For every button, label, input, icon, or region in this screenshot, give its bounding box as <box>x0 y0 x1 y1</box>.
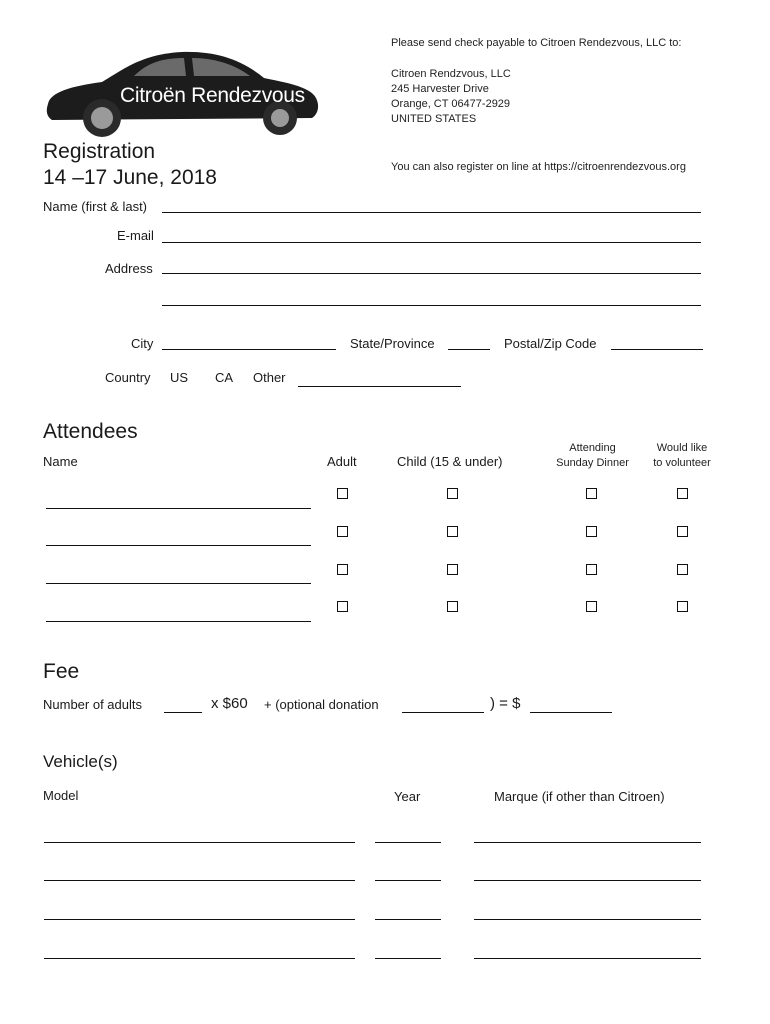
state-label: State/Province <box>350 336 435 351</box>
vehicle-marque-field[interactable] <box>474 958 701 959</box>
attendee-name-field[interactable] <box>46 508 311 509</box>
email-label: E-mail <box>117 228 154 243</box>
page-title: Registration <box>43 140 156 163</box>
vehicle-model-field[interactable] <box>44 842 355 843</box>
sunday-dinner-checkbox[interactable] <box>586 488 597 499</box>
mailing-address-line-4: UNITED STATES <box>391 113 477 125</box>
fee-heading: Fee <box>43 660 80 683</box>
country-option-ca[interactable]: CA <box>215 370 234 385</box>
vehicles-heading: Vehicle(s) <box>43 752 118 771</box>
vehicle-year-field[interactable] <box>375 958 441 959</box>
attendee-name-column: Name <box>43 454 78 469</box>
email-field[interactable] <box>162 242 701 243</box>
adult-checkbox[interactable] <box>337 601 348 612</box>
sunday-dinner-checkbox[interactable] <box>586 526 597 537</box>
number-of-adults-field[interactable] <box>164 712 202 713</box>
vehicle-year-field[interactable] <box>375 880 441 881</box>
vehicle-year-field[interactable] <box>375 919 441 920</box>
address-field-line-2[interactable] <box>162 305 701 306</box>
price-per-adult: x $60 <box>211 695 248 712</box>
mailing-address-line-3: Orange, CT 06477-2929 <box>391 98 511 110</box>
online-registration-note: You can also register on line at https://citroenrendezvous.org <box>391 161 686 173</box>
city-field[interactable] <box>162 349 336 350</box>
child-column: Child (15 & under) <box>397 454 503 469</box>
state-field[interactable] <box>448 349 490 350</box>
payment-note: Please send check payable to Citroen Rendezvous, LLC to: <box>391 37 682 49</box>
child-checkbox[interactable] <box>447 488 458 499</box>
child-checkbox[interactable] <box>447 564 458 575</box>
name-label: Name (first & last) <box>43 199 148 214</box>
name-field[interactable] <box>162 212 701 213</box>
country-option-us[interactable]: US <box>170 370 189 385</box>
sunday-dinner-column-line-1: Attending <box>569 442 616 454</box>
adult-checkbox[interactable] <box>337 488 348 499</box>
logo-text: Citroën Rendezvous <box>120 84 305 107</box>
fee-total-label: ) = $ <box>490 695 521 712</box>
adult-checkbox[interactable] <box>337 526 348 537</box>
attendee-name-field[interactable] <box>46 583 311 584</box>
country-label: Country <box>105 370 151 385</box>
sunday-dinner-column <box>545 441 640 471</box>
volunteer-column-line-2: to volunteer <box>653 457 711 469</box>
vehicle-marque-field[interactable] <box>474 919 701 920</box>
child-checkbox[interactable] <box>447 526 458 537</box>
donation-label: + (optional donation <box>264 697 379 712</box>
vehicle-model-field[interactable] <box>44 880 355 881</box>
mailing-address-line-1: Citroen Rendzvous, LLC <box>391 68 511 80</box>
vehicle-marque-field[interactable] <box>474 842 701 843</box>
volunteer-checkbox[interactable] <box>677 564 688 575</box>
attendee-name-field[interactable] <box>46 545 311 546</box>
volunteer-checkbox[interactable] <box>677 601 688 612</box>
zip-field[interactable] <box>611 349 703 350</box>
volunteer-checkbox[interactable] <box>677 526 688 537</box>
number-of-adults-label: Number of adults <box>43 697 142 712</box>
country-other-field[interactable] <box>298 386 461 387</box>
address-label: Address <box>105 261 153 276</box>
donation-field[interactable] <box>402 712 484 713</box>
attendees-heading: Attendees <box>43 420 138 443</box>
child-checkbox[interactable] <box>447 601 458 612</box>
address-field-line-1[interactable] <box>162 273 701 274</box>
vehicle-model-field[interactable] <box>44 919 355 920</box>
country-option-other[interactable]: Other <box>253 370 286 385</box>
zip-label: Postal/Zip Code <box>504 336 597 351</box>
event-dates: 14 –17 June, 2018 <box>43 166 217 189</box>
mailing-address-line-2: 245 Harvester Drive <box>391 83 489 95</box>
vehicle-year-field[interactable] <box>375 842 441 843</box>
vehicle-model-field[interactable] <box>44 958 355 959</box>
attendee-name-field[interactable] <box>46 621 311 622</box>
fee-total-field[interactable] <box>530 712 612 713</box>
city-label: City <box>131 336 154 351</box>
adult-column: Adult <box>327 454 357 469</box>
vehicle-marque-field[interactable] <box>474 880 701 881</box>
year-column: Year <box>394 789 421 804</box>
sunday-dinner-column-line-2: Sunday Dinner <box>556 457 629 469</box>
volunteer-column-line-1: Would like <box>656 442 708 454</box>
sunday-dinner-checkbox[interactable] <box>586 564 597 575</box>
adult-checkbox[interactable] <box>337 564 348 575</box>
volunteer-checkbox[interactable] <box>677 488 688 499</box>
volunteer-column <box>640 441 724 471</box>
marque-column: Marque (if other than Citroen) <box>494 789 665 804</box>
sunday-dinner-checkbox[interactable] <box>586 601 597 612</box>
model-column: Model <box>43 788 79 803</box>
